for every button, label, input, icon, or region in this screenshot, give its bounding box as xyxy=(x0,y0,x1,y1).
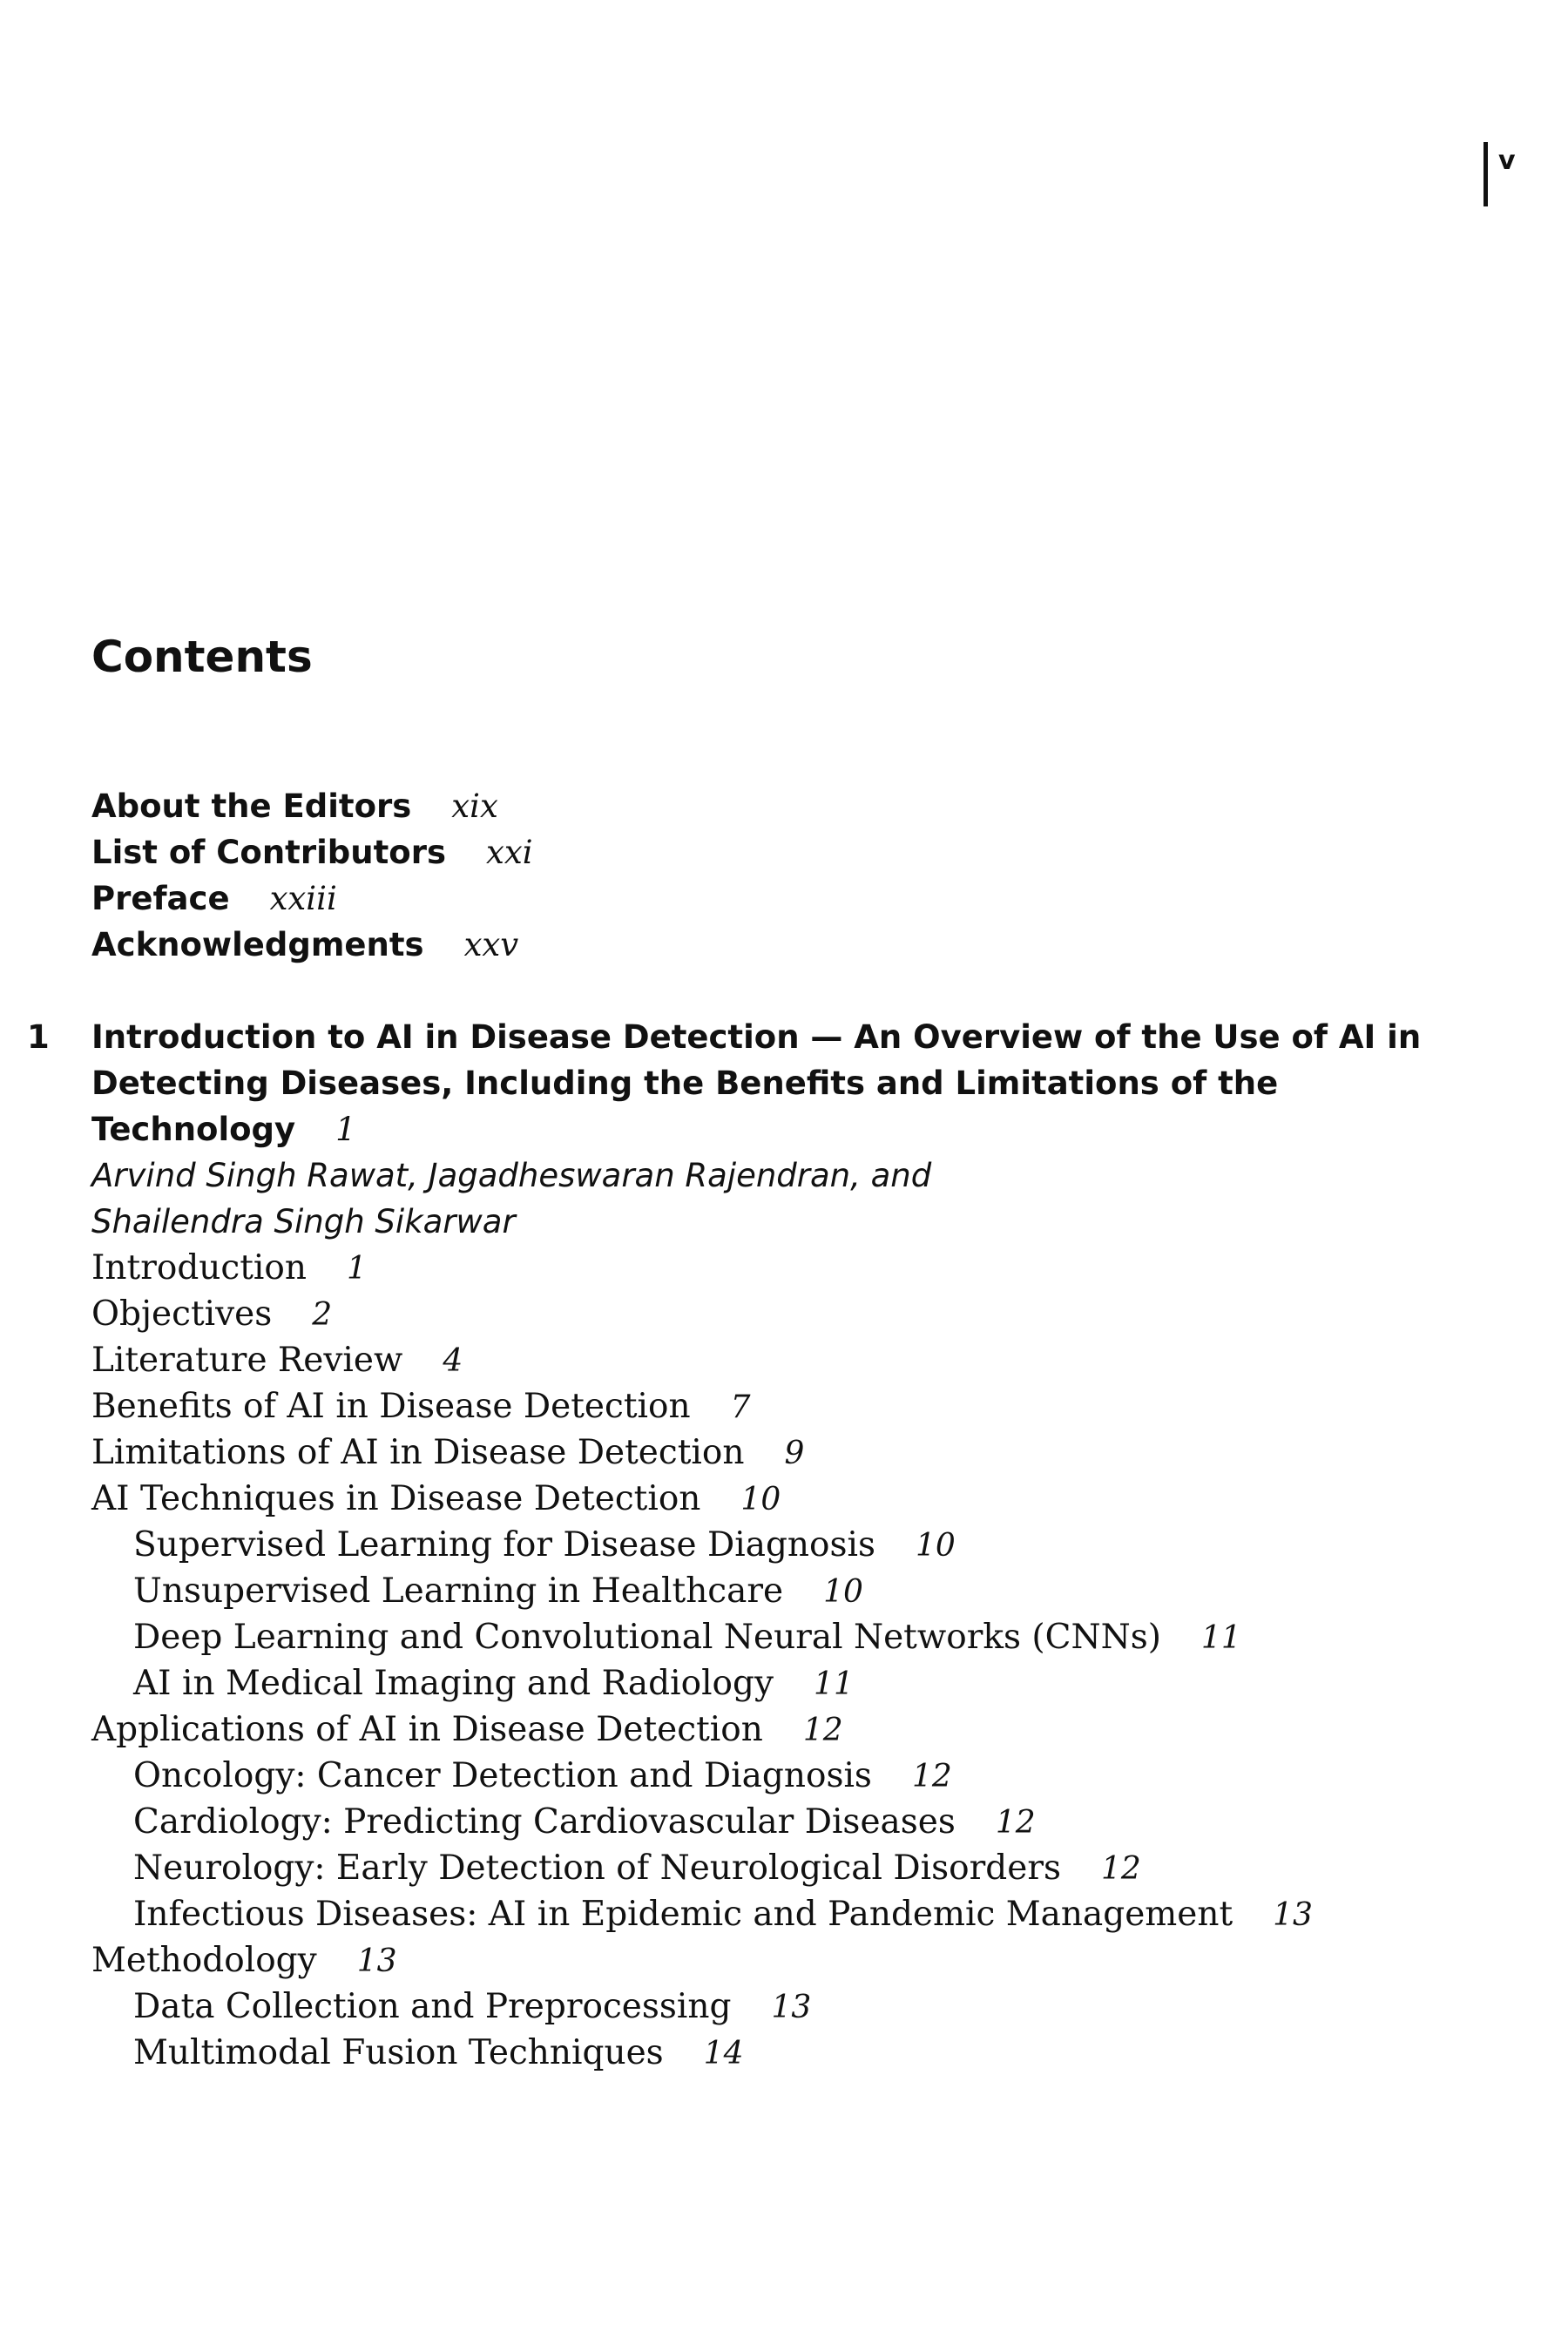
contents-title: Contents xyxy=(91,632,313,682)
toc-subsection-label: Multimodal Fusion Techniques xyxy=(133,2033,664,2072)
toc-entry-label: Acknowledgments xyxy=(91,926,424,963)
toc-entry-label: Preface xyxy=(91,880,230,917)
toc-section-label: AI Techniques in Disease Detection xyxy=(91,1479,701,1518)
toc-subsection-page: 14 xyxy=(703,2036,744,2072)
toc-entry-page: xxv xyxy=(463,926,519,963)
chapter-title-line[interactable] xyxy=(27,1014,1422,1060)
toc-subsection-page: 11 xyxy=(1200,1620,1241,1656)
toc-subsection-page: 12 xyxy=(911,1759,952,1794)
toc-section-ai-techniques[interactable] xyxy=(91,1476,781,1522)
toc-section-label: Limitations of AI in Disease Detection xyxy=(91,1433,745,1472)
toc-subsection-page: 11 xyxy=(814,1666,854,1702)
toc-subsection-label: Unsupervised Learning in Healthcare xyxy=(133,1571,784,1611)
toc-section-page: 9 xyxy=(784,1436,805,1471)
toc-section-methodology[interactable] xyxy=(91,1937,397,1984)
toc-entry-list-of-contributors[interactable] xyxy=(91,829,533,875)
toc-subsection-label: Data Collection and Preprocessing xyxy=(133,1987,732,2026)
toc-entry-page: xix xyxy=(451,787,498,825)
toc-subsection-page: 12 xyxy=(995,1805,1036,1841)
toc-section-objectives[interactable] xyxy=(91,1291,332,1337)
toc-section-label: Introduction xyxy=(91,1248,307,1288)
toc-subsection-label: Infectious Diseases: AI in Epidemic and Pandemic Management xyxy=(133,1895,1233,1934)
toc-section-label: Applications of AI in Disease Detection xyxy=(91,1710,763,1749)
toc-section-applications[interactable] xyxy=(91,1707,843,1753)
toc-section-page: 2 xyxy=(312,1297,333,1333)
toc-section-label: Benefits of AI in Disease Detection xyxy=(91,1387,691,1426)
toc-section-page: 7 xyxy=(730,1389,751,1425)
toc-section-page: 1 xyxy=(347,1251,367,1287)
toc-subsection-deep-learning[interactable] xyxy=(133,1614,1241,1660)
toc-subsection-neurology[interactable] xyxy=(133,1845,1141,1891)
toc-subsection-supervised-learning[interactable] xyxy=(133,1522,956,1568)
toc-subsection-label: Cardiology: Predicting Cardiovascular Diseases xyxy=(133,1802,956,1842)
page-marker-rule xyxy=(1484,142,1488,206)
toc-subsection-cardiology[interactable] xyxy=(133,1799,1036,1845)
toc-entry-preface[interactable] xyxy=(91,875,337,922)
toc-entry-page: xxi xyxy=(485,834,533,871)
toc-section-page: 13 xyxy=(356,1943,397,1979)
chapter-number: 1 xyxy=(27,1018,50,1056)
chapter-title-text: Introduction to AI in Disease Detection — An Overview of the Use of AI in xyxy=(91,1018,1422,1056)
toc-subsection-label: Deep Learning and Convolutional Neural Networks (CNNs) xyxy=(133,1618,1161,1657)
toc-subsection-label: Oncology: Cancer Detection and Diagnosis xyxy=(133,1756,872,1795)
toc-subsection-label: Supervised Learning for Disease Diagnosis xyxy=(133,1525,876,1565)
toc-subsection-multimodal-fusion[interactable] xyxy=(133,2030,743,2076)
toc-section-introduction[interactable] xyxy=(91,1245,367,1291)
toc-section-label: Methodology xyxy=(91,1941,317,1980)
toc-section-limitations[interactable] xyxy=(91,1429,804,1476)
chapter-title-line[interactable] xyxy=(91,1106,356,1152)
toc-subsection-unsupervised-learning[interactable] xyxy=(133,1568,863,1614)
chapter-title-text: Detecting Diseases, Including the Benefits and Limitations of the xyxy=(91,1064,1279,1102)
chapter-authors-line: Arvind Singh Rawat, Jagadheswaran Rajendran, and xyxy=(91,1157,932,1194)
toc-subsection-medical-imaging[interactable] xyxy=(133,1660,854,1707)
toc-subsection-page: 10 xyxy=(823,1574,863,1610)
toc-subsection-infectious-diseases[interactable] xyxy=(133,1891,1313,1937)
toc-section-literature-review[interactable] xyxy=(91,1337,463,1383)
toc-section-page: 12 xyxy=(802,1713,843,1748)
chapter-title-line[interactable] xyxy=(91,1060,1278,1106)
toc-subsection-page: 10 xyxy=(916,1528,956,1564)
toc-section-benefits[interactable] xyxy=(91,1383,750,1429)
toc-entry-acknowledgments[interactable] xyxy=(91,922,518,968)
toc-entry-label: List of Contributors xyxy=(91,834,446,871)
toc-subsection-page: 13 xyxy=(1273,1897,1313,1933)
chapter-title-text: Technology xyxy=(91,1111,296,1148)
toc-section-page: 4 xyxy=(443,1343,463,1379)
toc-entry-about-editors[interactable] xyxy=(91,783,498,829)
toc-subsection-oncology[interactable] xyxy=(133,1753,952,1799)
toc-subsection-page: 13 xyxy=(771,1990,812,2025)
toc-subsection-page: 12 xyxy=(1100,1851,1141,1887)
toc-section-page: 10 xyxy=(740,1482,781,1517)
chapter-page: 1 xyxy=(335,1111,356,1148)
toc-section-label: Literature Review xyxy=(91,1341,403,1380)
toc-subsection-label: Neurology: Early Detection of Neurological Disorders xyxy=(133,1848,1061,1888)
toc-section-label: Objectives xyxy=(91,1294,273,1334)
toc-subsection-label: AI in Medical Imaging and Radiology xyxy=(133,1664,774,1703)
toc-entry-label: About the Editors xyxy=(91,787,412,825)
page-number: v xyxy=(1498,145,1516,176)
chapter-authors-line: Shailendra Singh Sikarwar xyxy=(91,1203,516,1240)
toc-entry-page: xxiii xyxy=(269,880,337,917)
toc-subsection-data-collection[interactable] xyxy=(133,1984,811,2030)
